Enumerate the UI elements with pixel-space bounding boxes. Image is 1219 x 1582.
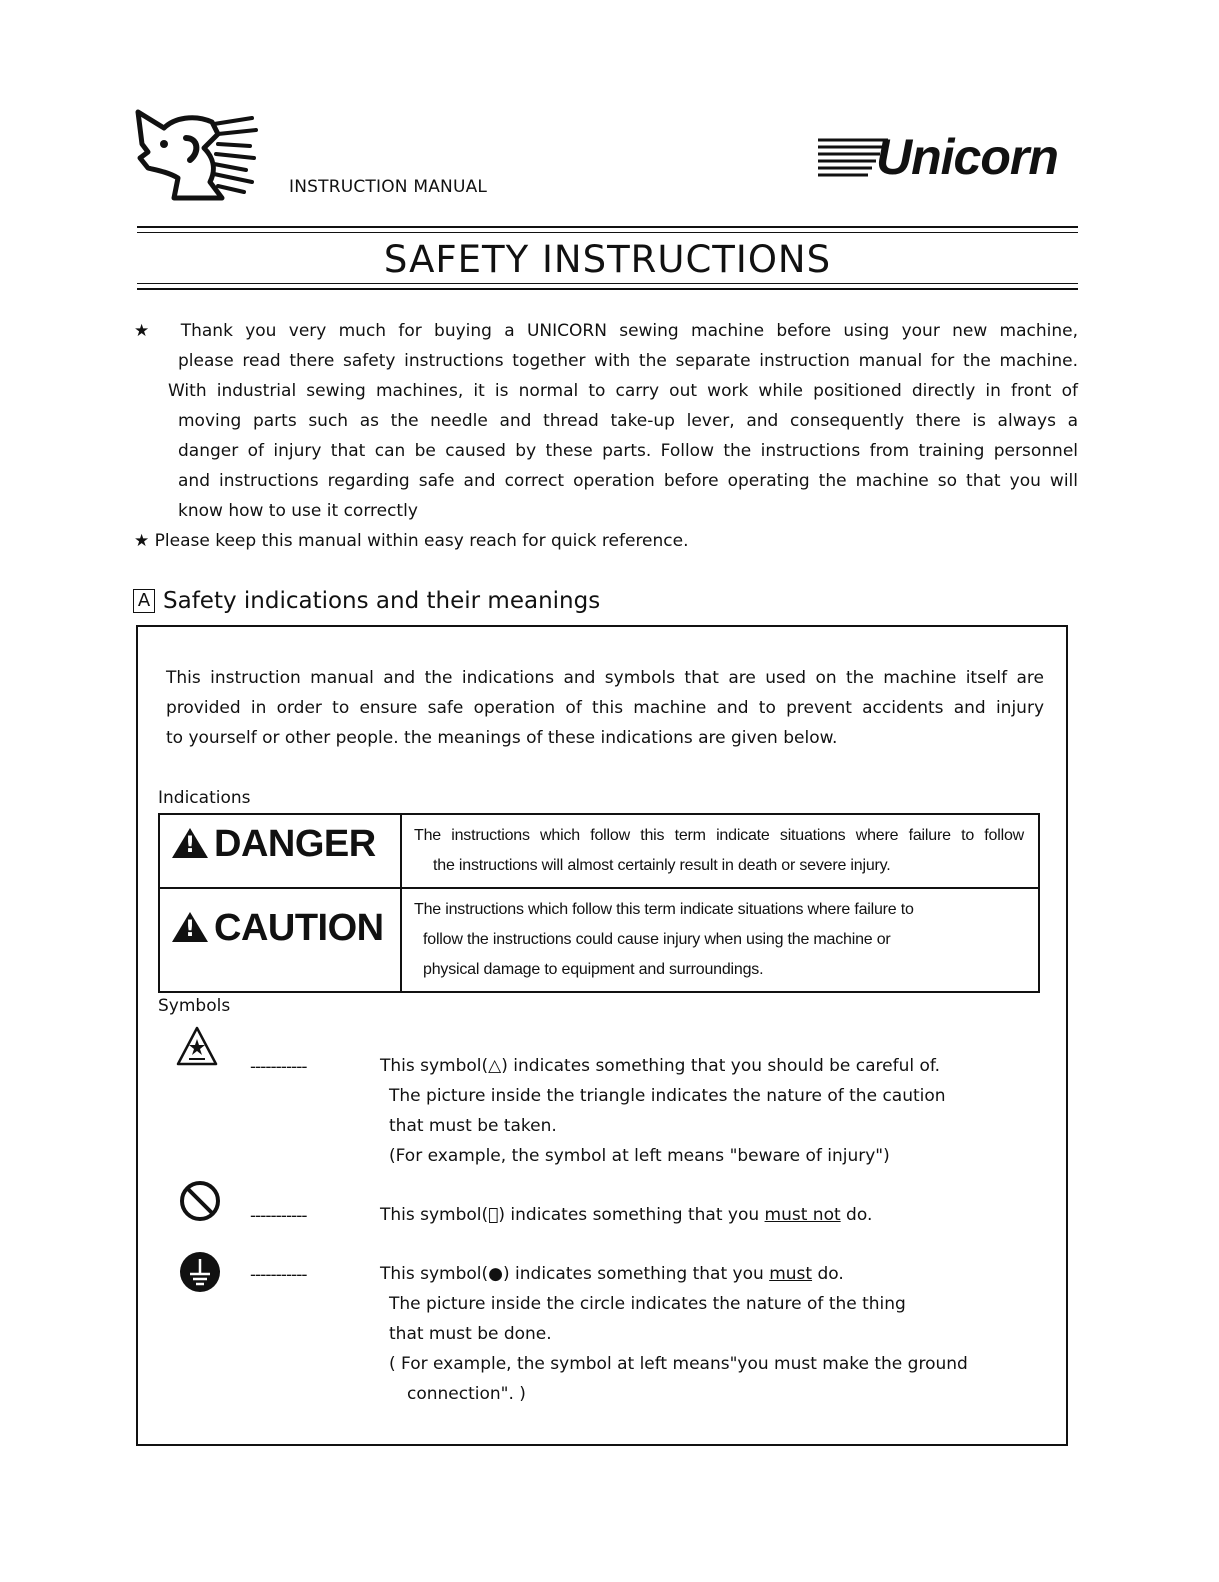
symbol3-description: This symbol(●) indicates something that you must do. The picture inside the circle indicates the nature of the thing that must be done. ( For example, the symbol at left means"you must make the ground connection". ) bbox=[380, 1264, 968, 1404]
brand-name: Unicorn bbox=[876, 129, 1058, 185]
title-rule-bottom-thin bbox=[137, 283, 1078, 284]
caution-description: The instructions which follow this term indicate situations where failure to follow the instructions could cause injury when using the machine or physical damage to equipment and surroundings. bbox=[401, 888, 1039, 992]
caution-label-cell bbox=[159, 888, 401, 992]
indications-table bbox=[158, 813, 1040, 993]
intro-line: ★ Please keep this manual within easy reach for quick reference. bbox=[134, 531, 689, 551]
indications-label: Indications bbox=[158, 788, 251, 808]
intro-line: and instructions regarding safe and correct operation before operating the machine so that you will bbox=[178, 471, 1078, 491]
danger-label: DANGER bbox=[214, 823, 376, 865]
caution-label: CAUTION bbox=[214, 907, 384, 949]
star-icon: ★ bbox=[134, 321, 157, 341]
danger-label-cell bbox=[159, 814, 401, 888]
caution-row bbox=[159, 888, 1039, 992]
brand-logo bbox=[818, 129, 1060, 185]
symbol1-description: This symbol(△) indicates something that you should be careful of. The picture inside the triangle indicates the nature of the caution that must be taken. (For example, the symbol at left means "beware of injury") bbox=[380, 1056, 946, 1166]
page-title: SAFETY INSTRUCTIONS bbox=[383, 238, 832, 281]
frame-intro-line: to yourself or other people. the meanings of these indications are given below. bbox=[166, 728, 838, 748]
intro-line: moving parts such as the needle and thread take-up lever, and consequently there is always a bbox=[178, 411, 1078, 431]
intro-line: danger of injury that can be caused by these parts. Follow the instructions from training personnel bbox=[178, 441, 1078, 461]
manual-label: INSTRUCTION MANUAL bbox=[289, 177, 488, 197]
caution-injury-icon bbox=[175, 1025, 219, 1069]
symbol2-description: This symbol(⃠) indicates something that you must not do. bbox=[380, 1205, 873, 1225]
intro-line: ★ Thank you very much for buying a UNICORN sewing machine before using your new machine, bbox=[134, 321, 1078, 341]
intro-line: please read there safety instructions together with the separate instruction manual for the machine. bbox=[178, 351, 1078, 371]
intro-text bbox=[134, 316, 1078, 556]
unicorn-head-icon bbox=[134, 108, 258, 204]
title-rule-bottom bbox=[137, 288, 1078, 290]
leader-dashes: ----------- bbox=[250, 1206, 307, 1226]
frame-intro-line: provided in order to ensure safe operation of this machine and to prevent accidents and injury bbox=[166, 698, 1044, 718]
ground-connection-icon bbox=[178, 1250, 222, 1294]
intro-line: With industrial sewing machines, it is normal to carry out work while positioned directly in front of bbox=[168, 381, 1078, 401]
leader-dashes: ----------- bbox=[250, 1057, 307, 1077]
leader-dashes: ----------- bbox=[250, 1265, 307, 1285]
star-icon: ★ bbox=[134, 531, 150, 551]
warning-triangle-icon bbox=[172, 828, 208, 858]
symbols-label: Symbols bbox=[158, 996, 231, 1016]
title-rule-top bbox=[137, 226, 1078, 228]
section-marker: A bbox=[133, 589, 155, 613]
danger-description: The instructions which follow this term indicate situations where failure to follow the instructions will almost certainly result in death or severe injury. bbox=[401, 814, 1039, 888]
intro-line: know how to use it correctly bbox=[178, 501, 418, 521]
frame-intro-line: This instruction manual and the indications and symbols that are used on the machine itself are bbox=[166, 668, 1044, 688]
prohibition-icon bbox=[178, 1179, 222, 1223]
section-heading: A Safety indications and their meanings bbox=[133, 588, 600, 614]
frame-intro-text bbox=[166, 663, 1044, 753]
danger-row bbox=[159, 814, 1039, 888]
warning-triangle-icon bbox=[172, 912, 208, 942]
title-rule-top-thin bbox=[137, 232, 1078, 233]
